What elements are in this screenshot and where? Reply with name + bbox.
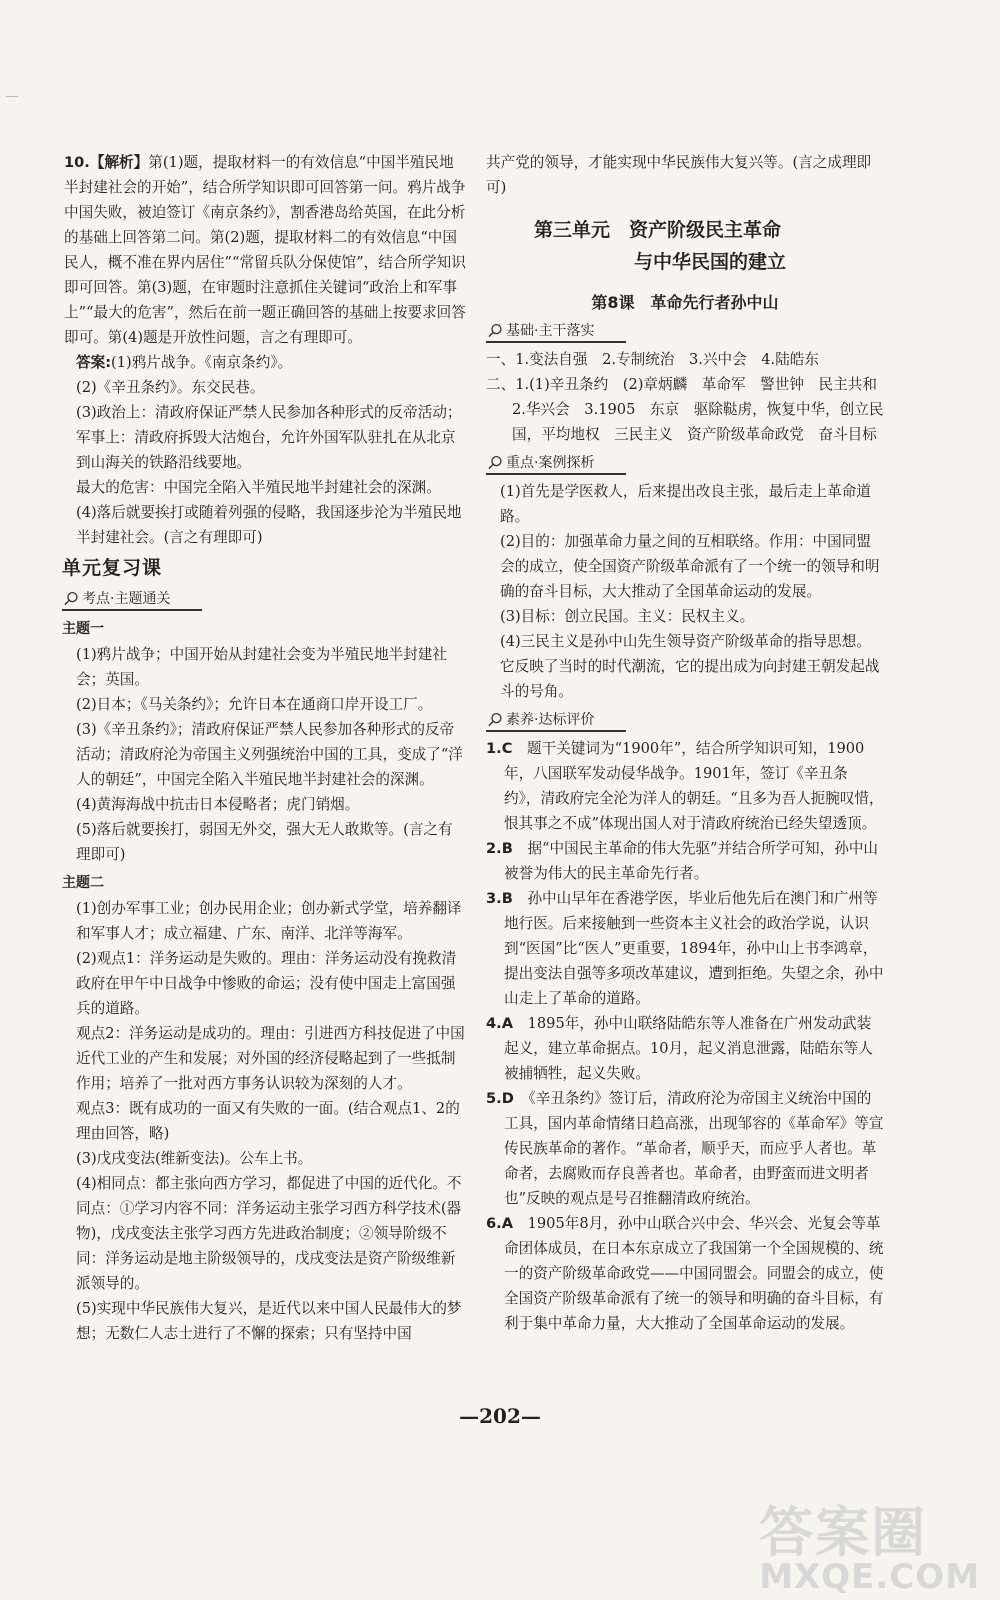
topic-2-item: (3)戊戌变法(维新变法)。公车上书。 <box>76 1150 313 1167</box>
explanation: 《辛丑条约》签订后，清政府沦为帝国主义统治中国的工具，国内革命情绪日趋高涨，出现邹容的《革命军》等宣传民族革命的著作。“革命者，顺乎天，而应乎人者也。革命者，去腐败而存良善者也。革命者，由野蛮而进文明者也”反映的观点是号召推翻清政府统治。 <box>504 1090 884 1207</box>
continuation-text: 共产党的领导，才能实现中华民族伟大复兴等。(言之成理即可) <box>486 154 872 196</box>
case-item: (4)三民主义是孙中山先生领导资产阶级革命的指导思想。它反映了当时的时代潮流，它的提出成为向封建王朝发起战斗的号角。 <box>500 633 880 700</box>
answer-label: 答案: <box>76 354 112 371</box>
question-number: 1. <box>486 740 502 757</box>
q10-answer-3b: 最大的危害：中国完全陷入半殖民地半封建社会的深渊。 <box>76 479 441 496</box>
evaluation-list <box>486 736 884 1336</box>
lesson-title: 第8课 革命先行者孙中山 <box>591 293 779 312</box>
topic-2-title: 主题二 <box>62 875 104 891</box>
answer-choice: B <box>501 840 513 857</box>
question-number: 5. <box>486 1090 502 1107</box>
topic-1-list <box>62 642 466 867</box>
topic-1-item: (5)落后就要挨打，弱国无外交，强大无人敢欺等。(言之有理即可) <box>76 821 453 863</box>
unit-title-line-2: 与中华民国的建立 <box>634 251 787 273</box>
answer-choice: D <box>501 1090 514 1107</box>
question-number: 6. <box>486 1215 502 1232</box>
q10-answer-2: (2)《辛丑条约》。东交民巷。 <box>76 379 265 396</box>
topic-2-item: 观点3：既有成功的一面又有失败的一面。(结合观点1、2的理由回答，略) <box>76 1100 460 1142</box>
q10-analysis <box>62 150 466 350</box>
topic-1-title: 主题一 <box>62 621 104 637</box>
question-number: 3. <box>486 890 502 907</box>
evaluation-item <box>486 836 884 886</box>
explanation: 孙中山早年在香港学医，毕业后他先后在澳门和广州等地行医。后来接触到一些资本主义社会的政治学说，认识到“医国”比“医人”更重要，1894年，孙中山上书李鸿章，提出变法自强等多项改革建议，遭到拒绝。失望之余，孙中山走上了革命的道路。 <box>504 890 884 1007</box>
answer-choice: C <box>501 740 513 757</box>
q10-number: 10. <box>64 154 90 171</box>
evaluation-item <box>486 1086 884 1211</box>
review-lesson-title: 单元复习课 <box>62 557 163 579</box>
section-title: 基础·主干落实 <box>506 323 595 339</box>
topic-1-item: (4)黄海海战中抗击日本侵略者；虎门销烟。 <box>76 796 360 813</box>
topic-1-item: (3)《辛丑条约》；清政府保证严禁人民参加各种形式的反帝活动；清政府沦为帝国主义列强统治中国的工具，变成了“洋人的朝廷”，中国完全陷入半殖民地半封建社会的深渊。 <box>76 721 463 788</box>
evaluation-item <box>486 1211 884 1336</box>
topic-1-item: (1)鸦片战争；中国开始从封建社会变为半殖民地半封建社会；英国。 <box>76 646 447 688</box>
section-title: 考点·主题通关 <box>82 591 171 607</box>
section-header-exam-points <box>62 587 466 613</box>
left-column <box>62 150 466 1346</box>
topic-2-list <box>62 896 466 1346</box>
topic-2-item: (5)实现中华民族伟大复兴，是近代以来中国人民最伟大的梦想；无数仁人志士进行了不懈的探索；只有坚持中国 <box>76 1300 462 1342</box>
section-header-evaluation <box>486 708 884 734</box>
basics-item: 二、1.(1)辛丑条约 (2)章炳麟 革命军 警世钟 民主共和 2.华兴会 3.1905 东京 驱除鞑虏，恢复中华，创立民国，平均地权 三民主义 资产阶级革命政党 奋斗目标 <box>486 376 892 443</box>
section-underline <box>62 609 202 611</box>
topic-2-item: (1)创办军事工业；创办民用企业；创办新式学堂，培养翻译和军事人才；成立福建、广东、南洋、北洋等海军。 <box>76 900 462 942</box>
section-underline <box>486 341 626 343</box>
evaluation-item <box>486 886 884 1011</box>
evaluation-item <box>486 736 884 836</box>
explanation: 据“中国民主革命的伟大先驱”并结合所学可知，孙中山被誉为伟大的民主革命先行者。 <box>504 840 879 882</box>
magnifier-icon <box>488 712 503 727</box>
basics-item: 一、1.变法自强 2.专制统治 3.兴中会 4.陆皓东 <box>486 351 819 368</box>
case-item: (2)目的：加强革命力量之间的互相联络。作用：中国同盟会的成立，使全国资产阶级革命派有了一个统一的领导和明确的奋斗目标，大大推动了全国革命运动的发展。 <box>500 533 880 600</box>
explanation: 1905年8月，孙中山联合兴中会、华兴会、光复会等革命团体成员，在日本东京成立了我国第一个全国规模的、统一的资产阶级革命政党——中国同盟会。同盟会的成立，使全国资产阶级革命派有了统一的领导和明确的奋斗目标，有利于集中革命力量，大大推动了全国革命运动的发展。 <box>504 1215 884 1332</box>
page-number: —202— <box>459 1404 541 1428</box>
answer-choice: A <box>501 1015 513 1032</box>
unit-title-line-1: 第三单元 资产阶级民主革命 <box>534 219 782 241</box>
section-underline <box>486 730 626 732</box>
answer-choice: A <box>501 1215 513 1232</box>
section-title: 重点·案例探析 <box>506 455 595 471</box>
unit-title <box>486 214 884 278</box>
explanation: 1895年，孙中山联络陆皓东等人准备在广州发动武装起义，建立革命据点。10月，起义消息泄露，陆皓东等人被捕牺牲，起义失败。 <box>504 1015 873 1082</box>
case-item: (1)首先是学医救人，后来提出改良主张，最后走上革命道路。 <box>500 483 871 525</box>
topic-2-item: (4)相同点：都主张向西方学习，都促进了中国的近代化。不同点：①学习内容不同：洋务运动主张学习西方科学技术(器物)，戊戌变法主张学习西方先进政治制度；②领导阶级不同：洋务运动是地主阶级领导的，戊戌变法是资产阶级维新派领导的。 <box>76 1175 462 1292</box>
question-number: 2. <box>486 840 502 857</box>
margin-mark <box>6 96 18 97</box>
analysis-label: 【解析】 <box>89 154 149 171</box>
case-item: (3)目标：创立民国。主义：民权主义。 <box>500 608 755 625</box>
magnifier-icon <box>488 323 503 338</box>
answer-choice: B <box>501 890 513 907</box>
magnifier-icon <box>64 591 79 606</box>
section-header-basics <box>486 319 884 345</box>
q10-answer-3: (3)政治上：清政府保证严禁人民参加各种形式的反帝活动；军事上：清政府拆毁大沽炮台，允许外国军队驻扎在从北京到山海关的铁路沿线要地。 <box>76 404 462 471</box>
evaluation-item <box>486 1011 884 1086</box>
section-header-cases <box>486 451 884 477</box>
q10-answer-4: (4)落后就要挨打或随着列强的侵略，我国逐步沦为半殖民地半封建社会。(言之有理即可) <box>76 504 462 546</box>
section-underline <box>486 473 626 475</box>
watermark-url: MXQE.COM <box>759 1557 980 1597</box>
section-title: 素养·达标评价 <box>506 712 595 728</box>
answer-1-text: (1)鸦片战争。《南京条约》。 <box>111 354 293 371</box>
topic-2-item: 观点2：洋务运动是成功的。理由：引进西方科技促进了中国近代工业的产生和发展；对外国的经济侵略起到了一些抵制作用；培养了一批对西方事务认识较为深刻的人才。 <box>76 1025 465 1092</box>
watermark <box>759 1490 980 1597</box>
magnifier-icon <box>488 455 503 470</box>
right-column <box>486 150 892 1336</box>
question-number: 4. <box>486 1015 502 1032</box>
topic-2-item: (2)观点1：洋务运动是失败的。理由：洋务运动没有挽救清政府在甲午中日战争中惨败的命运；没有使中国走上富国强兵的道路。 <box>76 950 457 1017</box>
q10-analysis-text: 第(1)题，提取材料一的有效信息“中国半殖民地半封建社会的开始”，结合所学知识即可回答第一问。鸦片战争中国失败，被迫签订《南京条约》，割香港岛给英国，在此分析的基础上回答第二问。第(2)题，提取材料二的有效信息“中国民人，概不准在界内居住”“常留兵队分保使馆”，结合所学知识即可回答。第(3)题，在审题时注意抓住关键词“政治上和军事上”“最大的危害”，然后在前一题正确回答的基础上按要求回答即可。第(4)题是开放性问题，言之有理即可。 <box>64 154 466 346</box>
watermark-logo-text: 答案圈 <box>759 1501 928 1564</box>
q10-answer-1 <box>62 350 466 375</box>
topic-1-item: (2)日本；《马关条约》；允许日本在通商口岸开设工厂。 <box>76 696 433 713</box>
explanation: 题干关键词为“1900年”，结合所学知识可知，1900年，八国联军发动侵华战争。1901年，签订《辛丑条约》，清政府完全沦为洋人的朝廷。“且多为吾人扼腕叹惜，恨其事之不成”体现出国人对于清政府统治已经失望透顶。 <box>504 740 884 832</box>
